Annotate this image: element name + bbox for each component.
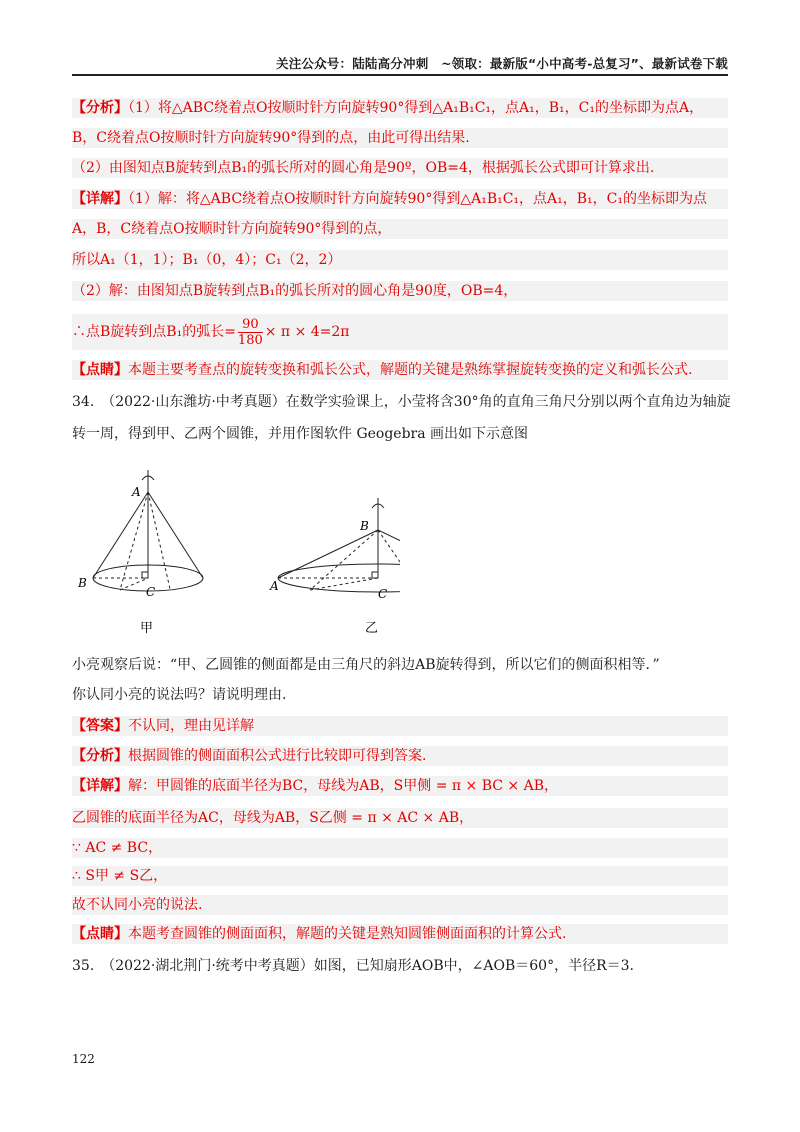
cone-yi (278, 498, 400, 592)
q34-analysis-line (72, 746, 728, 766)
q33-analysis-line-1 (72, 98, 728, 118)
q35-stem: 35. （2022·湖北荆门·统考中考真题）如图，已知扇形AOB中，∠AOB＝60°，半径R＝3. (72, 958, 634, 974)
fraction-denominator: 180 (237, 332, 263, 348)
jia-label-c: C (146, 585, 156, 599)
q34-detail-line-4: ∴ S甲 ≠ S乙， (72, 866, 728, 886)
jia-label-b: B (78, 576, 87, 590)
header-rule (72, 74, 728, 76)
detail-text: （1）解：将△ABC绕着点O按顺时针方向旋转90°得到△A₁B₁C₁，点A₁，B₁，C₁的坐标即为点 (128, 191, 707, 207)
q33-detail-line-4: （2）解：由图知点B旋转到点B₁的弧长所对的圆心角是90度，OB=4， (72, 281, 728, 301)
cone-figures (60, 460, 400, 640)
q34-stem-line-3: 小亮观察后说：“甲、乙圆锥的侧面都是由三角尺的斜边AB旋转得到，所以它们的侧面积相等．” (72, 657, 660, 673)
yi-label-a: A (270, 579, 279, 593)
yi-label-c: C (378, 587, 388, 601)
q34-stem-line-2: 转一周，得到甲、乙两个圆锥，并用作图软件 Geogebra 画出如下示意图 (72, 426, 529, 442)
detail-tag: 【详解】 (72, 778, 128, 794)
fraction-numerator: 90 (238, 317, 263, 333)
q34-stem-line-1: 34. （2022·山东潍坊·中考真题）在数学实验课上，小莹将含30°角的直角三角尺分别以两个直角边为轴旋 (72, 394, 731, 410)
q34-detail-line-3: ∵ AC ≠ BC， (72, 838, 728, 858)
jia-caption: 甲 (140, 621, 154, 636)
analysis-text: （1）将△ABC绕着点O按顺时针方向旋转90°得到△A₁B₁C₁，点A₁，B₁，C₁的坐标即为点A， (128, 100, 704, 116)
comment-text: 本题主要考查点的旋转变换和弧长公式，解题的关键是熟练掌握旋转变换的定义和弧长公式. (128, 362, 693, 378)
page-header: 关注公众号：陆陆高分冲刺 ~领取：最新版“小中高考-总复习”、最新试卷下载 (276, 56, 728, 71)
q33-detail-line-3: 所以A₁（1，1）；B₁（0，4）；C₁（2，2） (72, 250, 728, 270)
detail-text: 解：甲圆锥的底面半径为BC，母线为AB，S甲侧 = π × BC × AB， (128, 778, 558, 794)
comment-tag: 【点睛】 (72, 362, 128, 378)
comment-text: 本题考查圆锥的侧面面积，解题的关键是熟知圆锥侧面面积的计算公式. (128, 926, 567, 942)
analysis-tag: 【分析】 (72, 748, 128, 764)
yi-label-b: B (360, 519, 369, 533)
arc-length-text: ∴点B旋转到点B₁的弧长= (72, 324, 236, 340)
q34-answer-line (72, 716, 728, 736)
q34-detail-line-2: 乙圆锥的底面半径为AC，母线为AB，S乙侧 = π × AC × AB， (72, 808, 728, 828)
q33-analysis-line-2: B，C绕着点O按顺时针方向旋转90°得到的点，由此可得出结果. (72, 128, 728, 148)
cone-jia (93, 470, 203, 591)
q33-detail-line-1 (72, 189, 728, 209)
answer-tag: 【答案】 (72, 718, 128, 734)
q34-detail-line-1 (72, 776, 728, 796)
yi-caption: 乙 (365, 621, 379, 636)
comment-tag: 【点睛】 (72, 926, 128, 942)
q33-detail-line-2: A，B，C绕着点O按顺时针方向旋转90°得到的点， (72, 219, 728, 239)
q33-comment-line (72, 360, 728, 380)
page-number: 122 (72, 1052, 95, 1066)
q33-detail-line-5 (72, 314, 728, 350)
answer-text: 不认同，理由见详解 (128, 718, 254, 734)
fraction (238, 317, 263, 348)
detail-tag: 【详解】 (72, 191, 128, 207)
jia-label-a: A (132, 485, 141, 499)
q34-stem-line-4: 你认同小亮的说法吗？请说明理由. (72, 687, 287, 703)
q34-comment-line (72, 924, 728, 944)
arc-length-result: × π × 4=2π (264, 324, 350, 340)
q34-detail-line-5: 故不认同小亮的说法. (72, 895, 728, 915)
analysis-tag: 【分析】 (72, 100, 128, 116)
analysis-text: 根据圆锥的侧面面积公式进行比较即可得到答案. (128, 748, 427, 764)
q33-analysis-line-3: （2）由图知点B旋转到点B₁的弧长所对的圆心角是90º，OB=4，根据弧长公式即可计算求出. (72, 158, 728, 178)
